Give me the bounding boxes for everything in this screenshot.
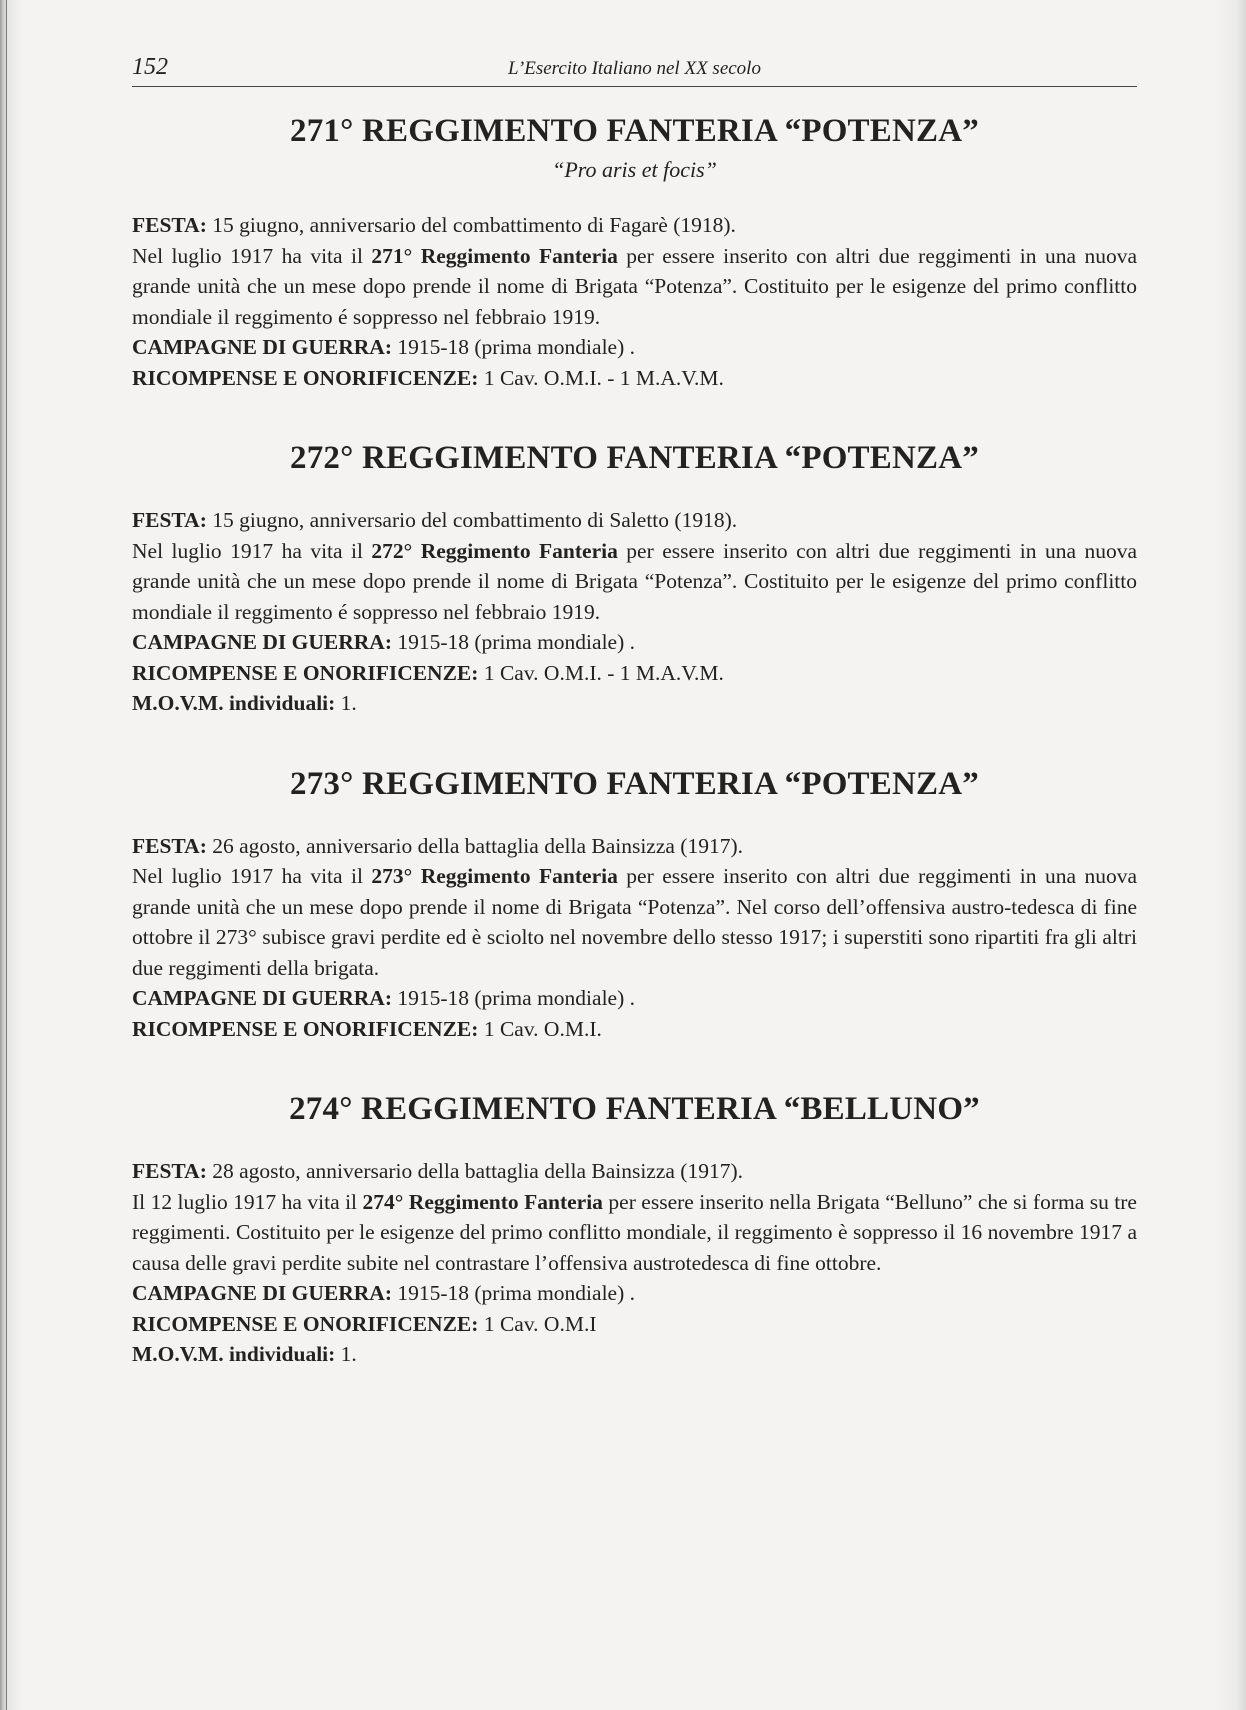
history-paragraph — [132, 536, 1137, 628]
section-271 — [132, 110, 1137, 393]
history-post: per essere inserito nella Brigata “Belluno” che si forma su tre reggimenti. Costituito per le esigenze del primo conflitto mondiale, il reggimento è soppresso il 16 novembre 1917 a causa delle gravi perdite subite nel contrastare l’offensiva austrotedesca di fine ottobre. — [132, 1189, 1137, 1275]
campagne-line — [132, 983, 1137, 1014]
festa-text: 26 agosto, anniversario della battaglia della Bainsizza (1917). — [206, 833, 743, 858]
ricompense-text: 1 Cav. O.M.I. — [478, 1016, 602, 1041]
movm-line — [132, 1339, 1137, 1370]
campagne-text: 1915-18 (prima mondiale) . — [391, 1281, 635, 1305]
ricompense-label: RICOMPENSE E ONORIFICENZE: — [132, 1311, 479, 1336]
section-title: 273° REGGIMENTO FANTERIA “POTENZA” — [290, 765, 979, 802]
ricompense-text: 1 Cav. O.M.I. - 1 M.A.V.M. — [478, 365, 724, 390]
movm-text: 1. — [335, 691, 357, 715]
ricompense-text: 1 Cav. O.M.I — [478, 1311, 597, 1336]
page-edge-left — [0, 0, 22, 1710]
page-edge-line — [6, 0, 7, 1710]
section-body — [132, 210, 1137, 393]
history-regiment: 273° Reggimento Fanteria — [371, 864, 618, 888]
ricompense-label: RICOMPENSE E ONORIFICENZE: — [132, 660, 479, 685]
movm-line — [132, 688, 1137, 719]
header-rule — [132, 86, 1137, 87]
festa-label: FESTA: — [132, 833, 207, 858]
history-paragraph — [132, 861, 1137, 983]
movm-label: M.O.V.M. individuali: — [132, 1342, 336, 1366]
campagne-label: CAMPAGNE DI GUERRA: — [132, 1281, 392, 1305]
movm-label: M.O.V.M. individuali: — [132, 691, 336, 715]
history-post: per essere inserito con altri due reggimenti in una nuova grande unità che un mese dopo prende il nome di Brigata “Potenza”. Costituito per le esigenze del primo conflitto mondiale il reggimento é soppresso nel febbraio 1919. — [132, 538, 1137, 624]
page-edge-right — [1216, 0, 1246, 1710]
ricompense-label: RICOMPENSE E ONORIFICENZE: — [132, 1016, 479, 1041]
movm-text: 1. — [335, 1342, 357, 1366]
history-pre: Nel luglio 1917 ha vita il — [132, 243, 372, 268]
festa-line — [132, 831, 1137, 862]
history-regiment: 271° Reggimento Fanteria — [371, 243, 618, 268]
page-header — [132, 52, 1137, 86]
campagne-text: 1915-18 (prima mondiale) . — [391, 986, 635, 1010]
campagne-label: CAMPAGNE DI GUERRA: — [132, 630, 392, 654]
campagne-label: CAMPAGNE DI GUERRA: — [132, 986, 392, 1010]
section-motto: “Pro aris et focis” — [552, 157, 717, 182]
section-body — [132, 1156, 1137, 1370]
history-paragraph — [132, 241, 1137, 333]
ricompense-line — [132, 1309, 1137, 1340]
ricompense-label: RICOMPENSE E ONORIFICENZE: — [132, 365, 479, 390]
ricompense-line — [132, 363, 1137, 394]
section-title: 271° REGGIMENTO FANTERIA “POTENZA” — [290, 113, 979, 149]
section-body — [132, 831, 1137, 1045]
festa-text: 28 agosto, anniversario della battaglia della Bainsizza (1917). — [206, 1159, 743, 1183]
running-title: L’Esercito Italiano nel XX secolo — [508, 58, 761, 79]
festa-label: FESTA: — [132, 213, 207, 237]
section-273 — [132, 763, 1137, 1045]
campagne-text: 1915-18 (prima mondiale) . — [391, 630, 635, 654]
campagne-label: CAMPAGNE DI GUERRA: — [132, 335, 392, 359]
festa-line — [132, 505, 1137, 536]
ricompense-line — [132, 1014, 1137, 1045]
festa-label: FESTA: — [132, 508, 207, 532]
history-pre: Nel luglio 1917 ha vita il — [132, 538, 372, 563]
ricompense-line — [132, 658, 1137, 689]
festa-text: 15 giugno, anniversario del combattimento di Saletto (1918). — [206, 508, 738, 532]
festa-line — [132, 1156, 1137, 1187]
campagne-line — [132, 332, 1137, 363]
section-title: 272° REGGIMENTO FANTERIA “POTENZA” — [290, 440, 979, 476]
campagne-line — [132, 1278, 1137, 1309]
festa-text: 15 giugno, anniversario del combattimento di Fagarè (1918). — [206, 213, 736, 237]
festa-label: FESTA: — [132, 1159, 207, 1183]
history-pre: Nel luglio 1917 ha vita il — [132, 864, 372, 888]
page-number: 152 — [132, 54, 168, 80]
history-post: per essere inserito con altri due reggimenti in una nuova grande unità che un mese dopo prende il nome di Brigata “Potenza”. Costituito per le esigenze del primo conflitto mondiale il reggimento é soppresso nel febbraio 1919. — [132, 243, 1137, 329]
history-regiment: 272° Reggimento Fanteria — [371, 538, 618, 563]
campagne-text: 1915-18 (prima mondiale) . — [391, 335, 635, 359]
section-274 — [132, 1088, 1137, 1370]
campagne-line — [132, 627, 1137, 658]
page-content — [132, 110, 1137, 1414]
festa-line — [132, 210, 1137, 241]
ricompense-text: 1 Cav. O.M.I. - 1 M.A.V.M. — [478, 660, 724, 685]
section-272 — [132, 437, 1137, 719]
section-title: 274° REGGIMENTO FANTERIA “BELLUNO” — [289, 1091, 980, 1127]
history-regiment: 274° Reggimento Fanteria — [362, 1189, 603, 1214]
section-body — [132, 505, 1137, 719]
history-post: per essere inserito con altri due reggimenti in una nuova grande unità che un mese dopo prende il nome di Brigata “Potenza”. Nel corso dell’offensiva austro-tedesca di fine ottobre il 273° subisce gravi perdite ed è sciolto nel novembre dello stesso 1917; i superstiti sono ripartiti fra gli altri due reggimenti della brigata. — [132, 864, 1137, 980]
history-pre: Il 12 luglio 1917 ha vita il — [132, 1189, 363, 1214]
history-paragraph — [132, 1187, 1137, 1279]
